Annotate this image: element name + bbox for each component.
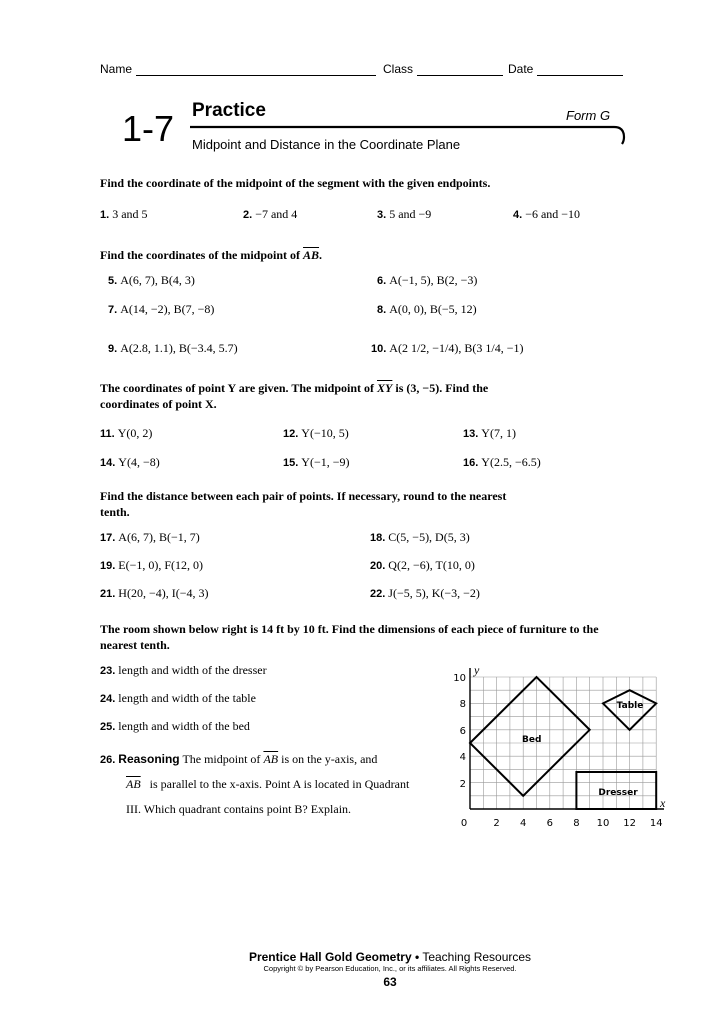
section1-instruction: Find the coordinate of the midpoint of the segment with the given endpoints. (100, 176, 491, 190)
question-3: 3. 5 and −9 (377, 207, 432, 221)
name-field (100, 62, 376, 76)
y-tick-4: 4 (459, 752, 466, 763)
x-tick-10: 10 (596, 818, 610, 829)
question-6: 6. A(−1, 5), B(2, −3) (377, 273, 478, 287)
question-9: 9. A(2.8, 1.1), B(−3.4, 5.7) (108, 341, 238, 355)
name-label: Name (100, 62, 133, 76)
question-5: 5. A(6, 7), B(4, 3) (108, 273, 195, 287)
section5-instruction: The room shown below right is 14 ft by 10 ft. Find the dimensions of each piece of furniture to the nearest tenth. (100, 622, 599, 652)
section3-instruction: The coordinates of point Y are given. The midpoint of $\overline{XY}$ is (3, −5). Find the coordinates of point X. (100, 381, 489, 411)
y-tick-10: 10 (453, 673, 466, 684)
footer-book: Prentice Hall Gold Geometry • Teaching Resources (248, 950, 532, 964)
lesson-number: 1-7 (122, 108, 175, 149)
form-label: Form G (566, 108, 611, 123)
question-1: 1. 3 and 5 (100, 207, 148, 221)
question-15: 15. Y(−1, −9) (283, 455, 350, 469)
x-axis-label: x (660, 796, 666, 810)
question-23: 23. length and width of the dresser (100, 663, 267, 677)
x-tick-8: 8 (573, 818, 580, 829)
page-number: 63 (383, 975, 397, 989)
x-tick-4: 4 (520, 818, 527, 829)
dresser-label: Dresser (598, 788, 638, 798)
question-24: 24. length and width of the table (100, 691, 256, 705)
question-8: 8. A(0, 0), B(−5, 12) (377, 302, 477, 316)
question-26-line2: $\overline{AB}$ is parallel to the x-axis. Point A is located in Quadrant (126, 777, 410, 791)
class-line (417, 63, 503, 76)
question-26-line3: III. Which quadrant contains point B? Explain. (126, 802, 352, 816)
question-17: 17. A(6, 7), B(−1, 7) (100, 530, 200, 544)
x-tick-6: 6 (546, 818, 553, 829)
date-line (537, 63, 623, 76)
question-12: 12. Y(−10, 5) (283, 426, 349, 440)
question-13: 13. Y(7, 1) (463, 426, 516, 440)
subtitle: Midpoint and Distance in the Coordinate Plane (192, 137, 461, 152)
section2-instruction: Find the coordinates of the midpoint of $\overline{AB}$. (100, 248, 323, 262)
question-4: 4. −6 and −10 (513, 207, 581, 221)
bed-label: Bed (522, 735, 542, 745)
class-label: Class (383, 62, 414, 76)
practice-title: Practice (192, 100, 266, 121)
y-tick-6: 6 (459, 726, 466, 737)
x-tick-14: 14 (649, 818, 663, 829)
question-19: 19. E(−1, 0), F(12, 0) (100, 558, 204, 572)
date-field (508, 62, 623, 76)
question-22: 22. J(−5, 5), K(−3, −2) (370, 586, 480, 600)
x-tick-12: 12 (623, 818, 636, 829)
question-18: 18. C(5, −5), D(5, 3) (370, 530, 470, 544)
name-line (136, 63, 376, 76)
table-label: Table (616, 701, 644, 711)
footer-copyright: Copyright © by Pearson Education, Inc., or its affiliates. All Rights Reserved. (263, 964, 517, 973)
y-tick-8: 8 (459, 699, 466, 710)
x-tick-2: 2 (493, 818, 500, 829)
question-25: 25. length and width of the bed (100, 719, 250, 733)
room-graph (448, 660, 678, 835)
x-tick-0: 0 (460, 818, 468, 829)
section4-instruction: Find the distance between each pair of points. If necessary, round to the nearest tenth. (100, 489, 507, 519)
class-field (383, 62, 503, 76)
question-16: 16. Y(2.5, −6.5) (463, 455, 541, 469)
question-14: 14. Y(4, −8) (100, 455, 160, 469)
y-axis-label: y (474, 663, 480, 677)
question-11: 11. Y(0, 2) (100, 426, 153, 440)
question-21: 21. H(20, −4), I(−4, 3) (100, 586, 209, 600)
y-tick-2: 2 (459, 779, 466, 790)
date-label: Date (508, 62, 534, 76)
question-10: 10. A(2 1/2, −1/4), B(3 1/4, −1) (371, 341, 524, 355)
question-7: 7. A(14, −2), B(7, −8) (108, 302, 215, 316)
question-20: 20. Q(2, −6), T(10, 0) (370, 558, 475, 572)
question-2: 2. −7 and 4 (243, 207, 298, 221)
question-26-line1: 26. Reasoning The midpoint of $\overline{AB}$ is on the y-axis, and (100, 752, 378, 766)
